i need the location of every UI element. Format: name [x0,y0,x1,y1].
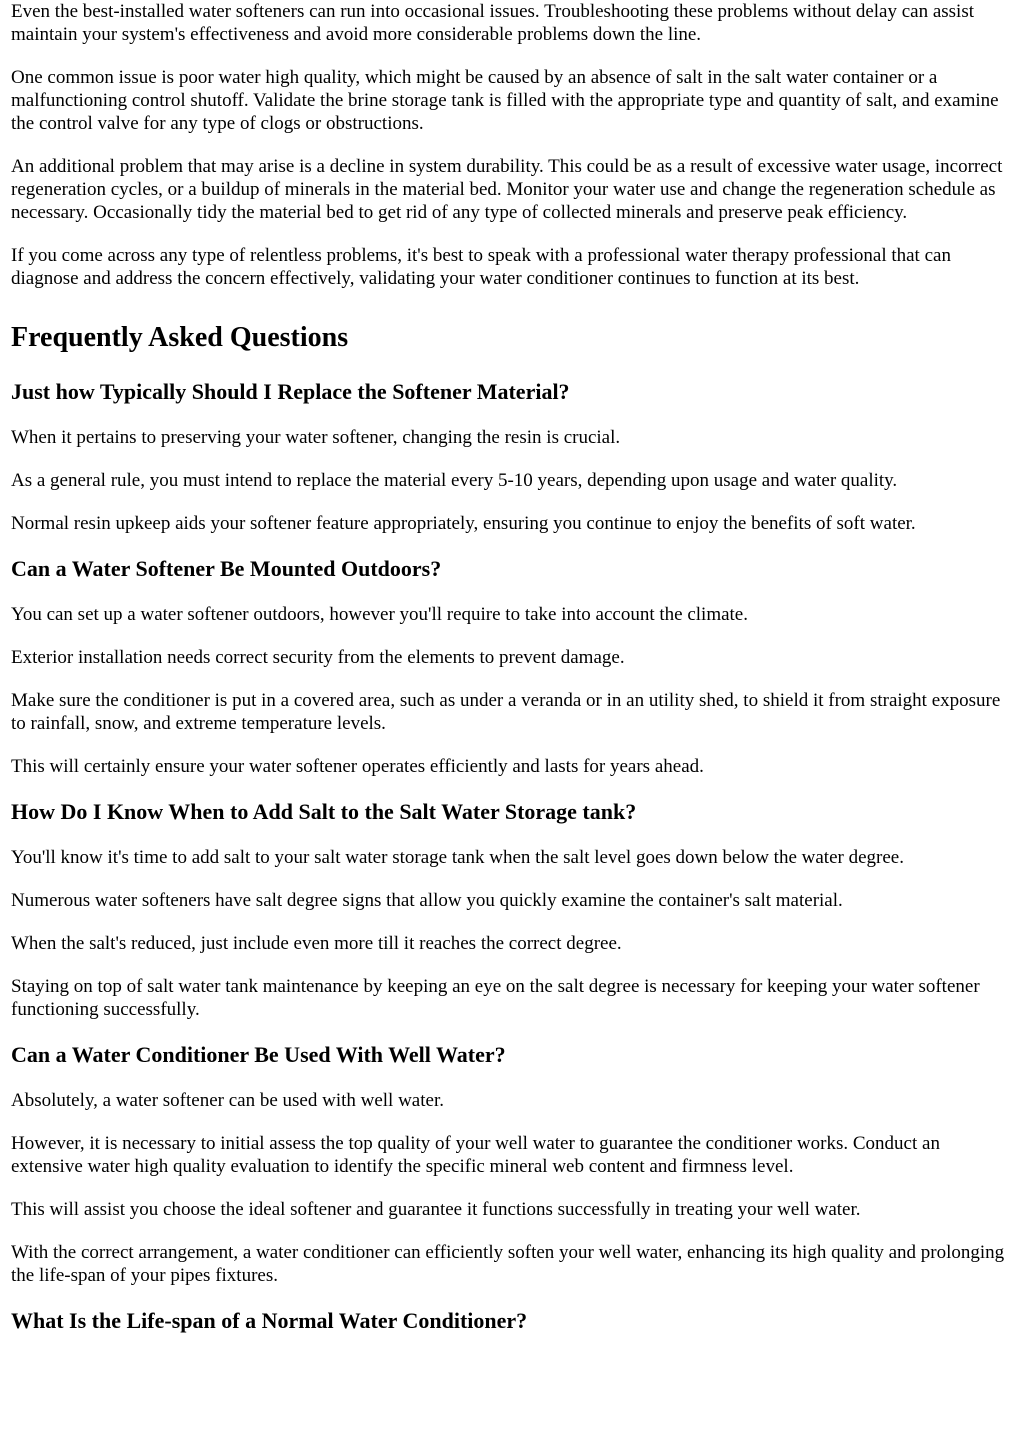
intro-paragraph: One common issue is poor water high quality, which might be caused by an absence of salt in the salt water container or a malfunctioning control shutoff. Validate the brine storage tank is filled with the appropriate type and quantity of salt, and examine the control valve for any type of clogs or obstructions. [11,67,999,134]
faq-answer-paragraph: However, it is necessary to initial assess the top quality of your well water to guarantee the conditioner works. Conduct an extensive water high quality evaluation to identify the specific mineral web content and firmness level. [11,1133,940,1177]
faq-answer-paragraph: As a general rule, you must intend to replace the material every 5-10 years, depending upon usage and water quality. [11,470,898,491]
faq-question: How Do I Know When to Add Salt to the Salt Water Storage tank? [11,799,637,824]
faq-answer-paragraph: You can set up a water softener outdoors, however you'll require to take into account the climate. [11,604,748,625]
faq-answer-paragraph: You'll know it's time to add salt to your salt water storage tank when the salt level goes down below the water degree. [11,847,904,868]
faq-answer-paragraph: Make sure the conditioner is put in a covered area, such as under a veranda or in an utility shed, to shield it from straight exposure to rainfall, snow, and extreme temperature levels. [11,690,1001,734]
faq-answer-paragraph: Numerous water softeners have salt degree signs that allow you quickly examine the container's salt material. [11,890,843,911]
faq-answer-paragraph: Absolutely, a water softener can be used with well water. [11,1090,444,1111]
faq-item [11,555,1014,778]
troubleshooting-section [11,0,1014,290]
faq-answer-paragraph: Staying on top of salt water tank maintenance by keeping an eye on the salt degree is necessary for keeping your water softener functioning successfully. [11,976,980,1020]
faq-item [11,1307,1014,1334]
faq-answer-paragraph: Normal resin upkeep aids your softener feature appropriately, ensuring you continue to enjoy the benefits of soft water. [11,513,916,534]
faq-item [11,1041,1014,1287]
faq-question: Can a Water Softener Be Mounted Outdoors? [11,556,442,581]
faq-answer-paragraph: This will assist you choose the ideal softener and guarantee it functions successfully in treating your well water. [11,1199,861,1220]
faq-section [11,321,1014,1334]
intro-paragraph: If you come across any type of relentless problems, it's best to speak with a professional water therapy professional that can diagnose and address the concern effectively, validating your water conditioner continues to function at its best. [11,245,951,289]
faq-answer-paragraph: Exterior installation needs correct security from the elements to prevent damage. [11,647,625,668]
faq-answer-paragraph: This will certainly ensure your water softener operates efficiently and lasts for years ahead. [11,756,704,777]
faq-answer-paragraph: With the correct arrangement, a water conditioner can efficiently soften your well water, enhancing its high quality and prolonging the life-span of your pipes fixtures. [11,1242,1005,1286]
faq-question: What Is the Life-span of a Normal Water Conditioner? [11,1308,528,1333]
faq-heading: Frequently Asked Questions [11,322,349,353]
faq-answer-paragraph: When it pertains to preserving your water softener, changing the resin is crucial. [11,427,621,448]
faq-question: Can a Water Conditioner Be Used With Well Water? [11,1042,506,1067]
faq-item [11,378,1014,535]
intro-paragraph: An additional problem that may arise is a decline in system durability. This could be as a result of excessive water usage, incorrect regeneration cycles, or a buildup of minerals in the material bed. Monitor your water use and change the regeneration schedule as necessary. Occasionally tidy the material bed to get rid of any type of collected minerals and preserve peak efficiency. [11,156,1003,223]
faq-answer-paragraph: When the salt's reduced, just include even more till it reaches the correct degree. [11,933,622,954]
faq-question: Just how Typically Should I Replace the Softener Material? [11,379,570,404]
faq-item [11,798,1014,1021]
intro-paragraph: Even the best-installed water softeners can run into occasional issues. Troubleshooting these problems without delay can assist maintain your system's effectiveness and avoid more considerable problems down the line. [11,1,974,45]
